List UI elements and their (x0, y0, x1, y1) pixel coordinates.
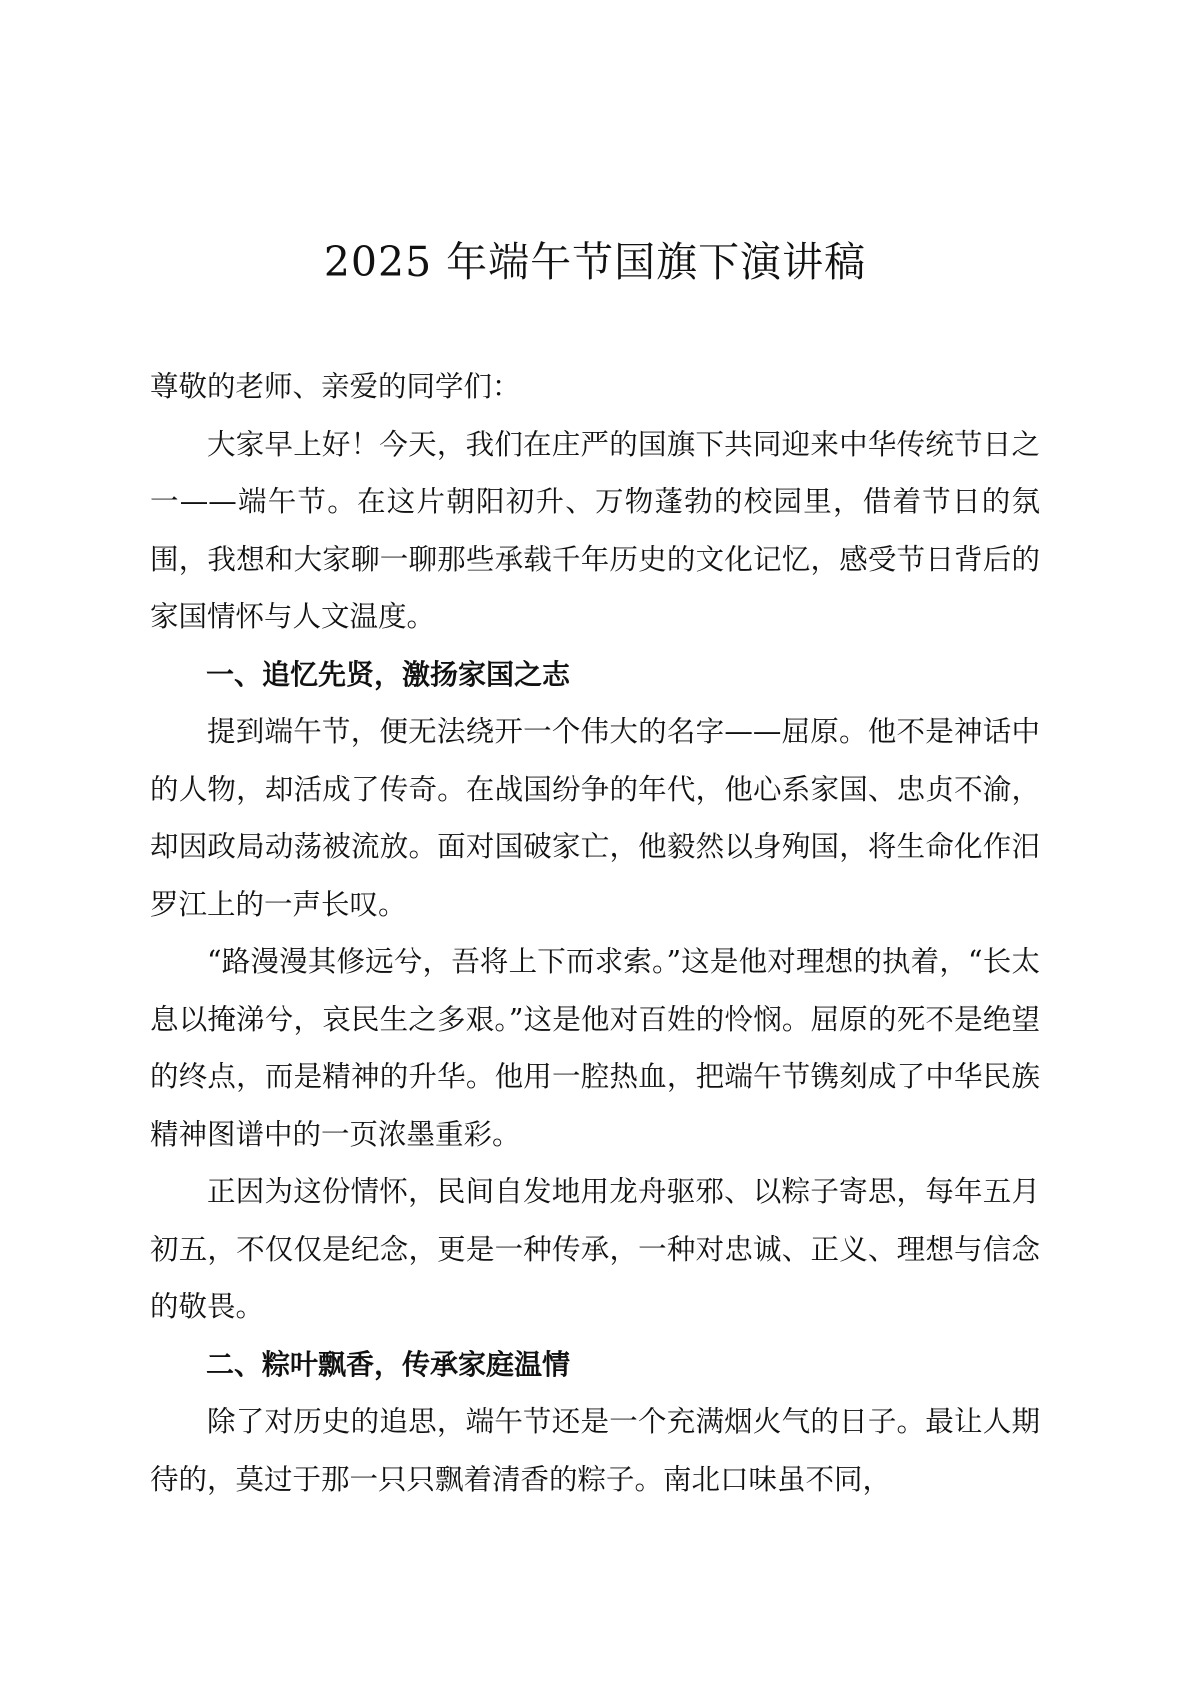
intro-paragraph: 大家早上好！今天，我们在庄严的国旗下共同迎来中华传统节日之一——端午节。在这片朝阳初升、万物蓬勃的校园里，借着节日的氛围，我想和大家聊一聊那些承载千年历史的文化记忆，感受节日背后的家国情怀与人文温度。 (150, 427, 1040, 633)
document-title: 2025 年端午节国旗下演讲稿 (323, 238, 867, 286)
document-body (150, 358, 1040, 1508)
section2-paragraph: 除了对历史的追思，端午节还是一个充满烟火气的日子。最让人期待的，莫过于那一只只飘着清香的粽子。南北口味虽不同， (150, 1405, 1040, 1496)
section1-paragraph: “路漫漫其修远兮，吾将上下而求索。”这是他对理想的执着，“长太息以掩涕兮，哀民生之多艰。”这是他对百姓的怜悯。屈原的死不是绝望的终点，而是精神的升华。他用一腔热血，把端午节镌刻成了中华民族精神图谱中的一页浓墨重彩。 (150, 945, 1040, 1151)
section1-paragraph: 提到端午节，便无法绕开一个伟大的名字——屈原。他不是神话中的人物，却活成了传奇。在战国纷争的年代，他心系家国、忠贞不渝，却因政局动荡被流放。面对国破家亡，他毅然以身殉国，将生命化作汨罗江上的一声长叹。 (150, 715, 1040, 921)
section1-paragraph: 正因为这份情怀，民间自发地用龙舟驱邪、以粽子寄思，每年五月初五，不仅仅是纪念，更是一种传承，一种对忠诚、正义、理想与信念的敬畏。 (150, 1175, 1040, 1323)
salutation: 尊敬的老师、亲爱的同学们： (150, 370, 521, 403)
section-heading-1: 一、追忆先贤，激扬家国之志 (206, 657, 571, 691)
section-heading-2: 二、粽叶飘香，传承家庭温情 (206, 1347, 571, 1381)
